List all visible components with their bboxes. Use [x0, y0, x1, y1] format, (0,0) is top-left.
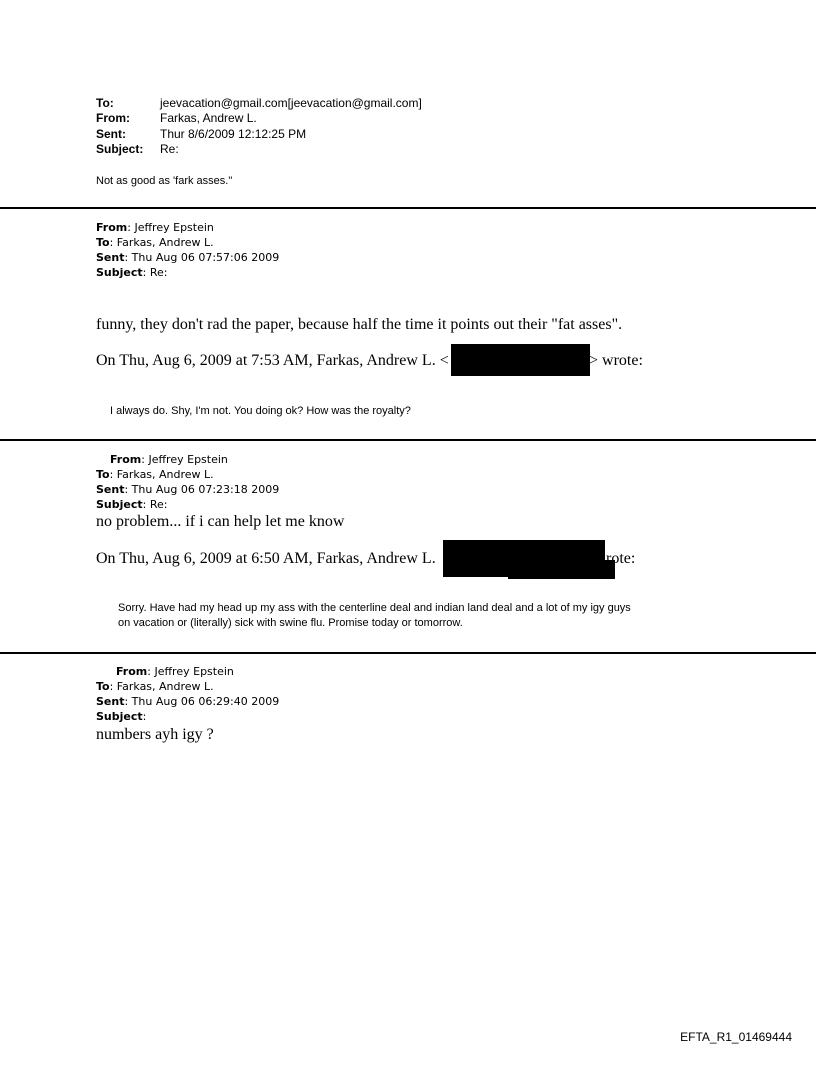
top-body-text: Not as good as 'fark asses."	[96, 175, 233, 187]
to-value: : Farkas, Andrew L.	[109, 468, 214, 481]
message-2-subject	[96, 498, 167, 511]
divider-3	[0, 652, 816, 654]
sent-label: Sent	[96, 695, 125, 708]
message-1-to	[96, 236, 214, 249]
message-2-quoted-line-2: on vacation or (literally) sick with swine flu. Promise today or tomorrow.	[118, 617, 463, 629]
message-1-attribution-start: On Thu, Aug 6, 2009 at 7:53 AM, Farkas, Andrew L. <	[96, 352, 449, 369]
sent-value: : Thu Aug 06 07:23:18 2009	[124, 483, 280, 496]
from-label: From	[96, 221, 128, 234]
redaction-box	[508, 560, 615, 579]
from-value: : Jeffrey Epstein	[147, 665, 234, 678]
divider-2	[0, 439, 816, 441]
message-1-from	[96, 221, 214, 234]
sent-value: Thur 8/6/2009 12:12:25 PM	[160, 127, 307, 141]
to-label: To	[96, 468, 110, 481]
to-value: : Farkas, Andrew L.	[109, 236, 214, 249]
sent-value: : Thu Aug 06 07:57:06 2009	[124, 251, 280, 264]
subject-value: :	[142, 710, 147, 723]
sent-label: Sent:	[96, 127, 126, 141]
message-2-quoted-line-1: Sorry. Have had my head up my ass with the centerline deal and indian land deal and a lot of my igy guys	[118, 602, 631, 614]
message-1-sent	[96, 251, 279, 264]
message-2-attribution-start: On Thu, Aug 6, 2009 at 6:50 AM, Farkas, Andrew L.	[96, 550, 436, 567]
message-1-subject	[96, 266, 167, 279]
message-3-sent	[96, 695, 279, 708]
subject-label: Subject	[96, 266, 143, 279]
message-2-body: no problem... if i can help let me know	[96, 513, 345, 530]
to-value: : Farkas, Andrew L.	[109, 680, 214, 693]
subject-label: Subject:	[96, 142, 144, 156]
subject-value: : Re:	[142, 498, 168, 511]
sent-label: Sent	[96, 483, 125, 496]
to-label: To	[96, 680, 110, 693]
from-value: : Jeffrey Epstein	[127, 221, 214, 234]
from-value: : Jeffrey Epstein	[141, 453, 228, 466]
from-label: From	[110, 453, 142, 466]
from-label: From:	[96, 111, 130, 125]
subject-value: Re:	[160, 142, 179, 156]
subject-label: Subject	[96, 498, 143, 511]
message-3-to	[96, 680, 214, 693]
divider-1	[0, 207, 816, 209]
sent-value: : Thu Aug 06 06:29:40 2009	[124, 695, 280, 708]
redaction-box	[451, 344, 590, 376]
from-value: Farkas, Andrew L.	[160, 111, 257, 125]
sent-label: Sent	[96, 251, 125, 264]
message-2-to	[96, 468, 214, 481]
document-id: EFTA_R1_01469444	[680, 1030, 792, 1044]
message-1-attribution-end: > wrote:	[589, 352, 643, 369]
message-2-sent	[96, 483, 279, 496]
to-label: To	[96, 236, 110, 249]
message-1-quoted-text: I always do. Shy, I'm not. You doing ok? How was the royalty?	[110, 405, 411, 417]
message-3-body: numbers ayh igy ?	[96, 726, 214, 743]
subject-value: : Re:	[142, 266, 168, 279]
to-value: jeevacation@gmail.com[jeevacation@gmail.com]	[160, 96, 422, 110]
message-1-body: funny, they don't rad the paper, because half the time it points out their "fat asses".	[96, 316, 623, 333]
to-label: To:	[96, 96, 114, 110]
message-2-attribution-end: rote:	[606, 550, 636, 567]
message-2-from	[110, 453, 228, 466]
subject-label: Subject	[96, 710, 143, 723]
message-3-subject	[96, 710, 146, 723]
from-label: From	[116, 665, 148, 678]
message-3-from	[116, 665, 234, 678]
